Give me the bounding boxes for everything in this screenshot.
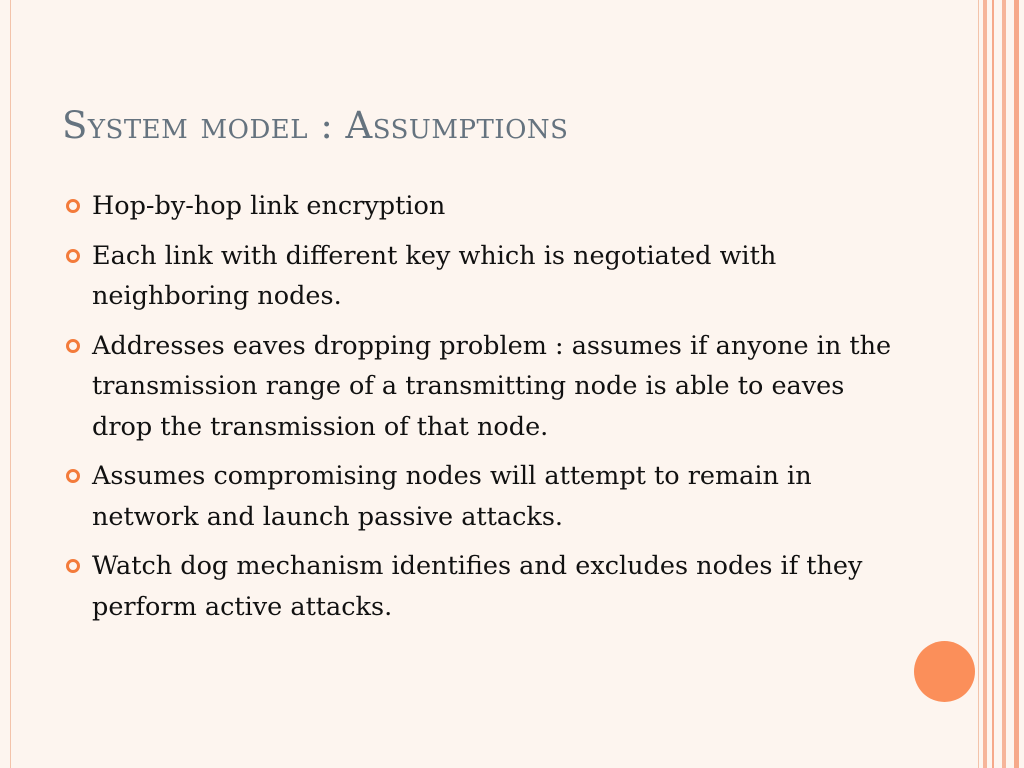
- decorative-side-stripe: [992, 0, 994, 768]
- bullet-text: Hop-by-hop link encryption: [92, 191, 446, 221]
- orange-ring-bullet-icon: [66, 339, 80, 353]
- bullet-text: Watch dog mechanism identifies and excludes nodes if they perform active attacks.: [92, 551, 863, 622]
- bullet-text: Addresses eaves dropping problem : assumes if anyone in the transmission range of a transmitting node is able to eaves drop the transmission of that node.: [92, 330, 892, 442]
- decorative-side-stripe: [1014, 0, 1019, 768]
- bullet-item: [92, 546, 902, 627]
- slide-title: System model : Assumptions: [62, 104, 569, 147]
- orange-ring-bullet-icon: [66, 559, 80, 573]
- orange-ring-bullet-icon: [66, 199, 80, 213]
- bullet-item: [92, 456, 902, 537]
- orange-ring-bullet-icon: [66, 249, 80, 263]
- decorative-side-stripe: [983, 0, 987, 768]
- orange-ring-bullet-icon: [66, 469, 80, 483]
- bullet-text: Each link with different key which is negotiated with neighboring nodes.: [92, 240, 777, 311]
- bullet-text: Assumes compromising nodes will attempt to remain in network and launch passive attacks.: [92, 461, 812, 532]
- bullet-item: [92, 236, 902, 317]
- bullet-list: [92, 186, 902, 636]
- bullet-item: [92, 186, 902, 227]
- bullet-item: [92, 326, 902, 448]
- orange-circle-icon: [914, 641, 975, 702]
- decorative-side-stripe: [1002, 0, 1006, 768]
